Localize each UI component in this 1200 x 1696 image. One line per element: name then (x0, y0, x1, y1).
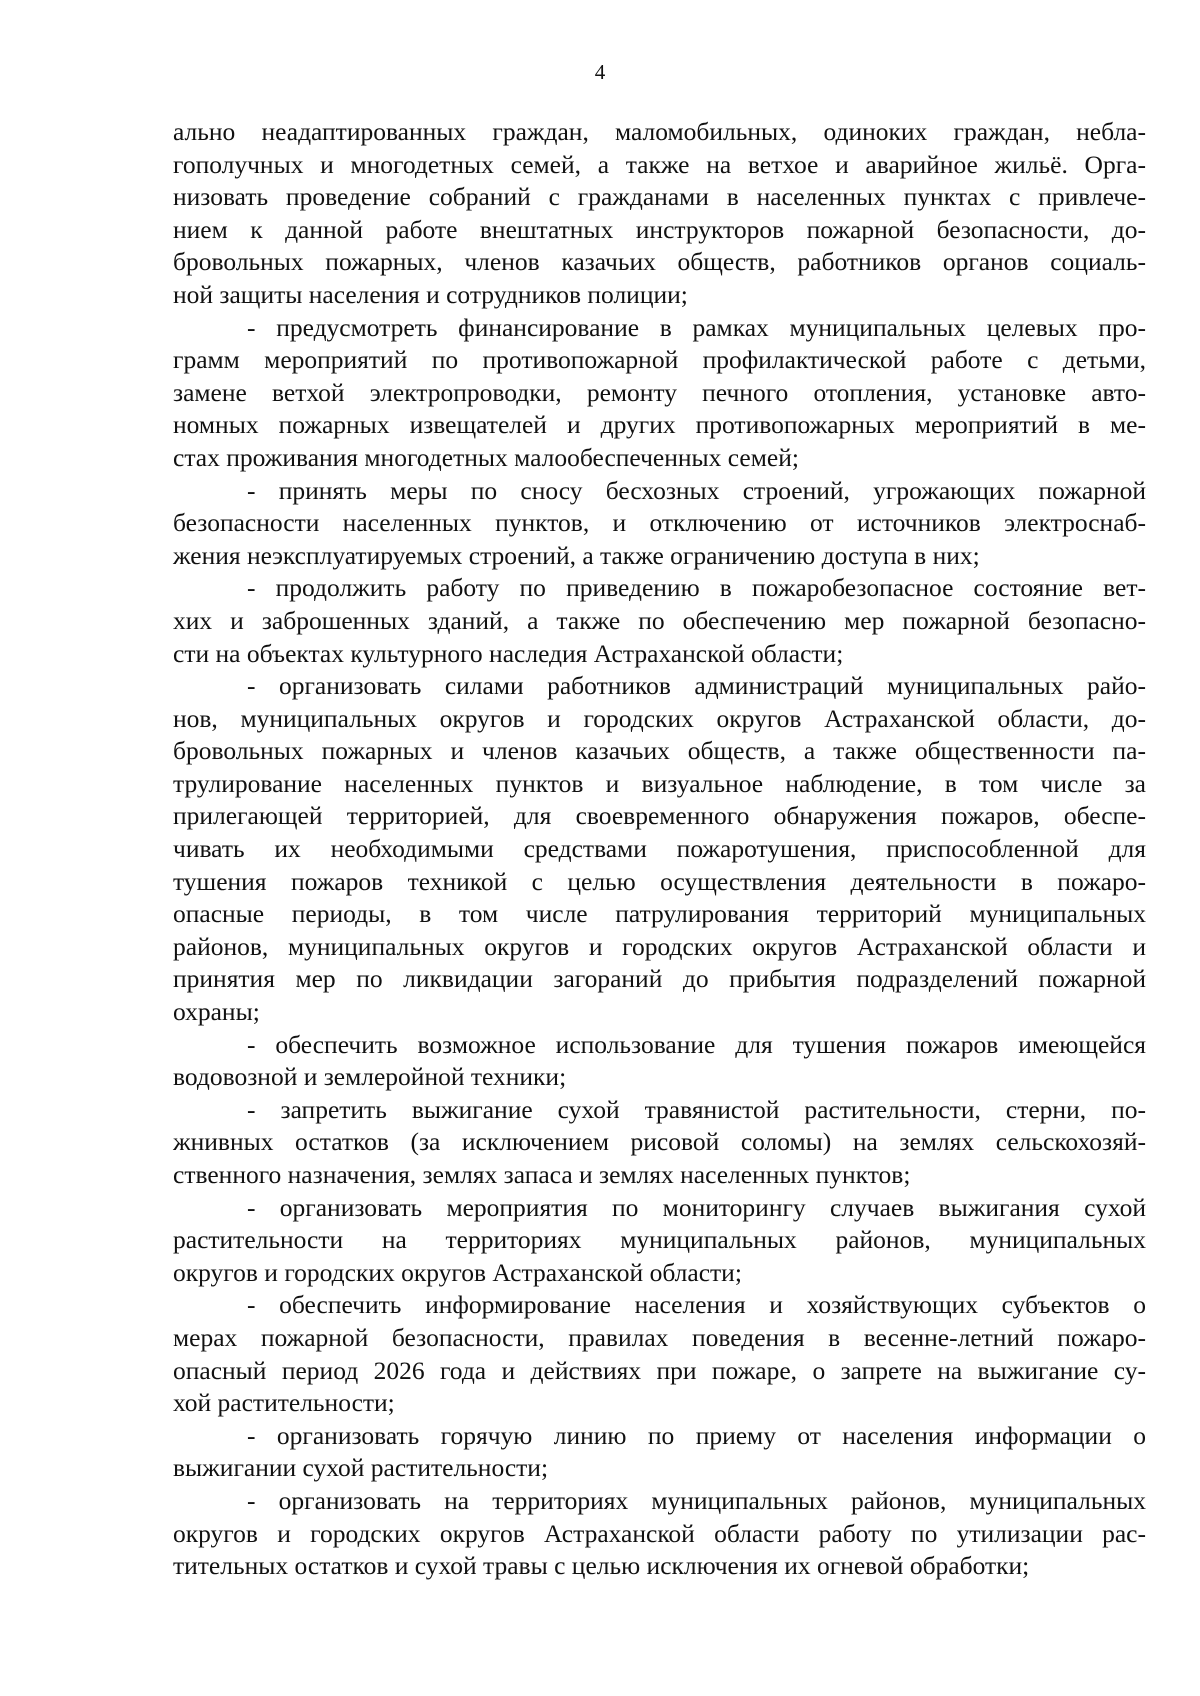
text-line: округов и городских округов Астраханской области работу по утилизации рас- (173, 1518, 1146, 1548)
text-line: бровольных пожарных и членов казачьих обществ, а также общественности па- (173, 736, 1146, 766)
paragraph (173, 1029, 1146, 1094)
paragraph (173, 1420, 1146, 1485)
text-line: жнивных остатков (за исключением рисовой соломы) на землях сельскохозяй- (173, 1127, 1146, 1157)
text-line: низовать проведение собраний с гражданами в населенных пунктах с привлече- (173, 182, 1146, 212)
text-line: ной защиты населения и сотрудников полиции; (173, 279, 688, 309)
paragraph (173, 312, 1146, 475)
text-line: замене ветхой электропроводки, ремонту печного отопления, установке авто- (173, 377, 1146, 407)
text-line: ально неадаптированных граждан, маломобильных, одиноких граждан, небла- (173, 117, 1146, 146)
text-line: растительности на территориях муниципальных районов, муниципальных (173, 1225, 1146, 1255)
text-line: - обеспечить информирование населения и хозяйствующих субъектов о (247, 1290, 1146, 1320)
paragraph (173, 1094, 1146, 1192)
paragraph (173, 116, 1146, 312)
text-line: грамм мероприятий по противопожарной профилактической работе с детьми, (173, 345, 1146, 375)
text-line: - организовать мероприятия по мониторингу случаев выжигания сухой (247, 1192, 1146, 1222)
text-line: - организовать горячую линию по приему от населения информации о (247, 1420, 1146, 1450)
text-line: сти на объектах культурного наследия Астраханской области; (173, 638, 844, 668)
text-line: - организовать силами работников администраций муниципальных райо- (247, 671, 1146, 701)
text-line: - продолжить работу по приведению в пожаробезопасное состояние вет- (247, 573, 1146, 603)
text-line: нием к данной работе внештатных инструкторов пожарной безопасности, до- (173, 214, 1146, 244)
text-line: нов, муниципальных округов и городских округов Астраханской области, до- (173, 703, 1146, 733)
text-line: трулирование населенных пунктов и визуальное наблюдение, в том числе за (173, 768, 1146, 798)
text-line: опасные периоды, в том числе патрулирования территорий муниципальных (173, 899, 1146, 929)
text-line: прилегающей территорией, для своевременного обнаружения пожаров, обеспе- (173, 801, 1146, 831)
text-line: охраны; (173, 997, 260, 1027)
text-line: - обеспечить возможное использование для тушения пожаров имеющейся (247, 1029, 1146, 1059)
paragraph (173, 475, 1146, 573)
page-number: 4 (594, 60, 606, 84)
text-line: тительных остатков и сухой травы с целью исключения их огневой обработки; (173, 1551, 1030, 1581)
text-line: - организовать на территориях муниципальных районов, муниципальных (247, 1485, 1146, 1515)
text-line: - принять меры по сносу бесхозных строений, угрожающих пожарной (247, 475, 1146, 505)
paragraph (173, 1192, 1146, 1290)
text-line: опасный период 2026 года и действиях при пожаре, о запрете на выжигание су- (173, 1355, 1146, 1385)
document-body (173, 116, 1146, 1583)
text-line: округов и городских округов Астраханской области; (173, 1257, 742, 1287)
text-line: - запретить выжигание сухой травянистой растительности, стерни, по- (247, 1094, 1146, 1124)
paragraph (173, 1485, 1146, 1583)
text-line: принятия мер по ликвидации загораний до прибытия подразделений пожарной (173, 964, 1146, 994)
text-line: выжигании сухой растительности; (173, 1453, 549, 1483)
text-line: стах проживания многодетных малообеспеченных семей; (173, 442, 799, 472)
paragraph (173, 1289, 1146, 1419)
text-line: хих и заброшенных зданий, а также по обеспечению мер пожарной безопасно- (173, 605, 1146, 635)
text-line: номных пожарных извещателей и других противопожарных мероприятий в ме- (173, 410, 1146, 440)
text-line: водовозной и землеройной техники; (173, 1062, 567, 1092)
text-line: безопасности населенных пунктов, и отключению от источников электроснаб- (173, 508, 1146, 538)
text-line: ственного назначения, землях запаса и землях населенных пунктов; (173, 1160, 911, 1189)
text-line: жения неэксплуатируемых строений, а также ограничению доступа в них; (173, 540, 980, 570)
paragraph (173, 572, 1146, 670)
paragraph (173, 670, 1146, 1029)
text-line: бровольных пожарных, членов казачьих обществ, работников органов социаль- (173, 247, 1146, 277)
text-line: - предусмотреть финансирование в рамках муниципальных целевых про- (247, 312, 1146, 342)
text-line: гополучных и многодетных семей, а также на ветхое и аварийное жильё. Орга- (173, 149, 1146, 179)
text-line: хой растительности; (173, 1388, 395, 1418)
text-line: мерах пожарной безопасности, правилах поведения в весенне-летний пожаро- (173, 1322, 1146, 1352)
text-line: чивать их необходимыми средствами пожаротушения, приспособленной для (173, 834, 1146, 864)
text-line: тушения пожаров техникой с целью осуществления деятельности в пожаро- (173, 866, 1146, 896)
text-line: районов, муниципальных округов и городских округов Астраханской области и (173, 931, 1146, 961)
